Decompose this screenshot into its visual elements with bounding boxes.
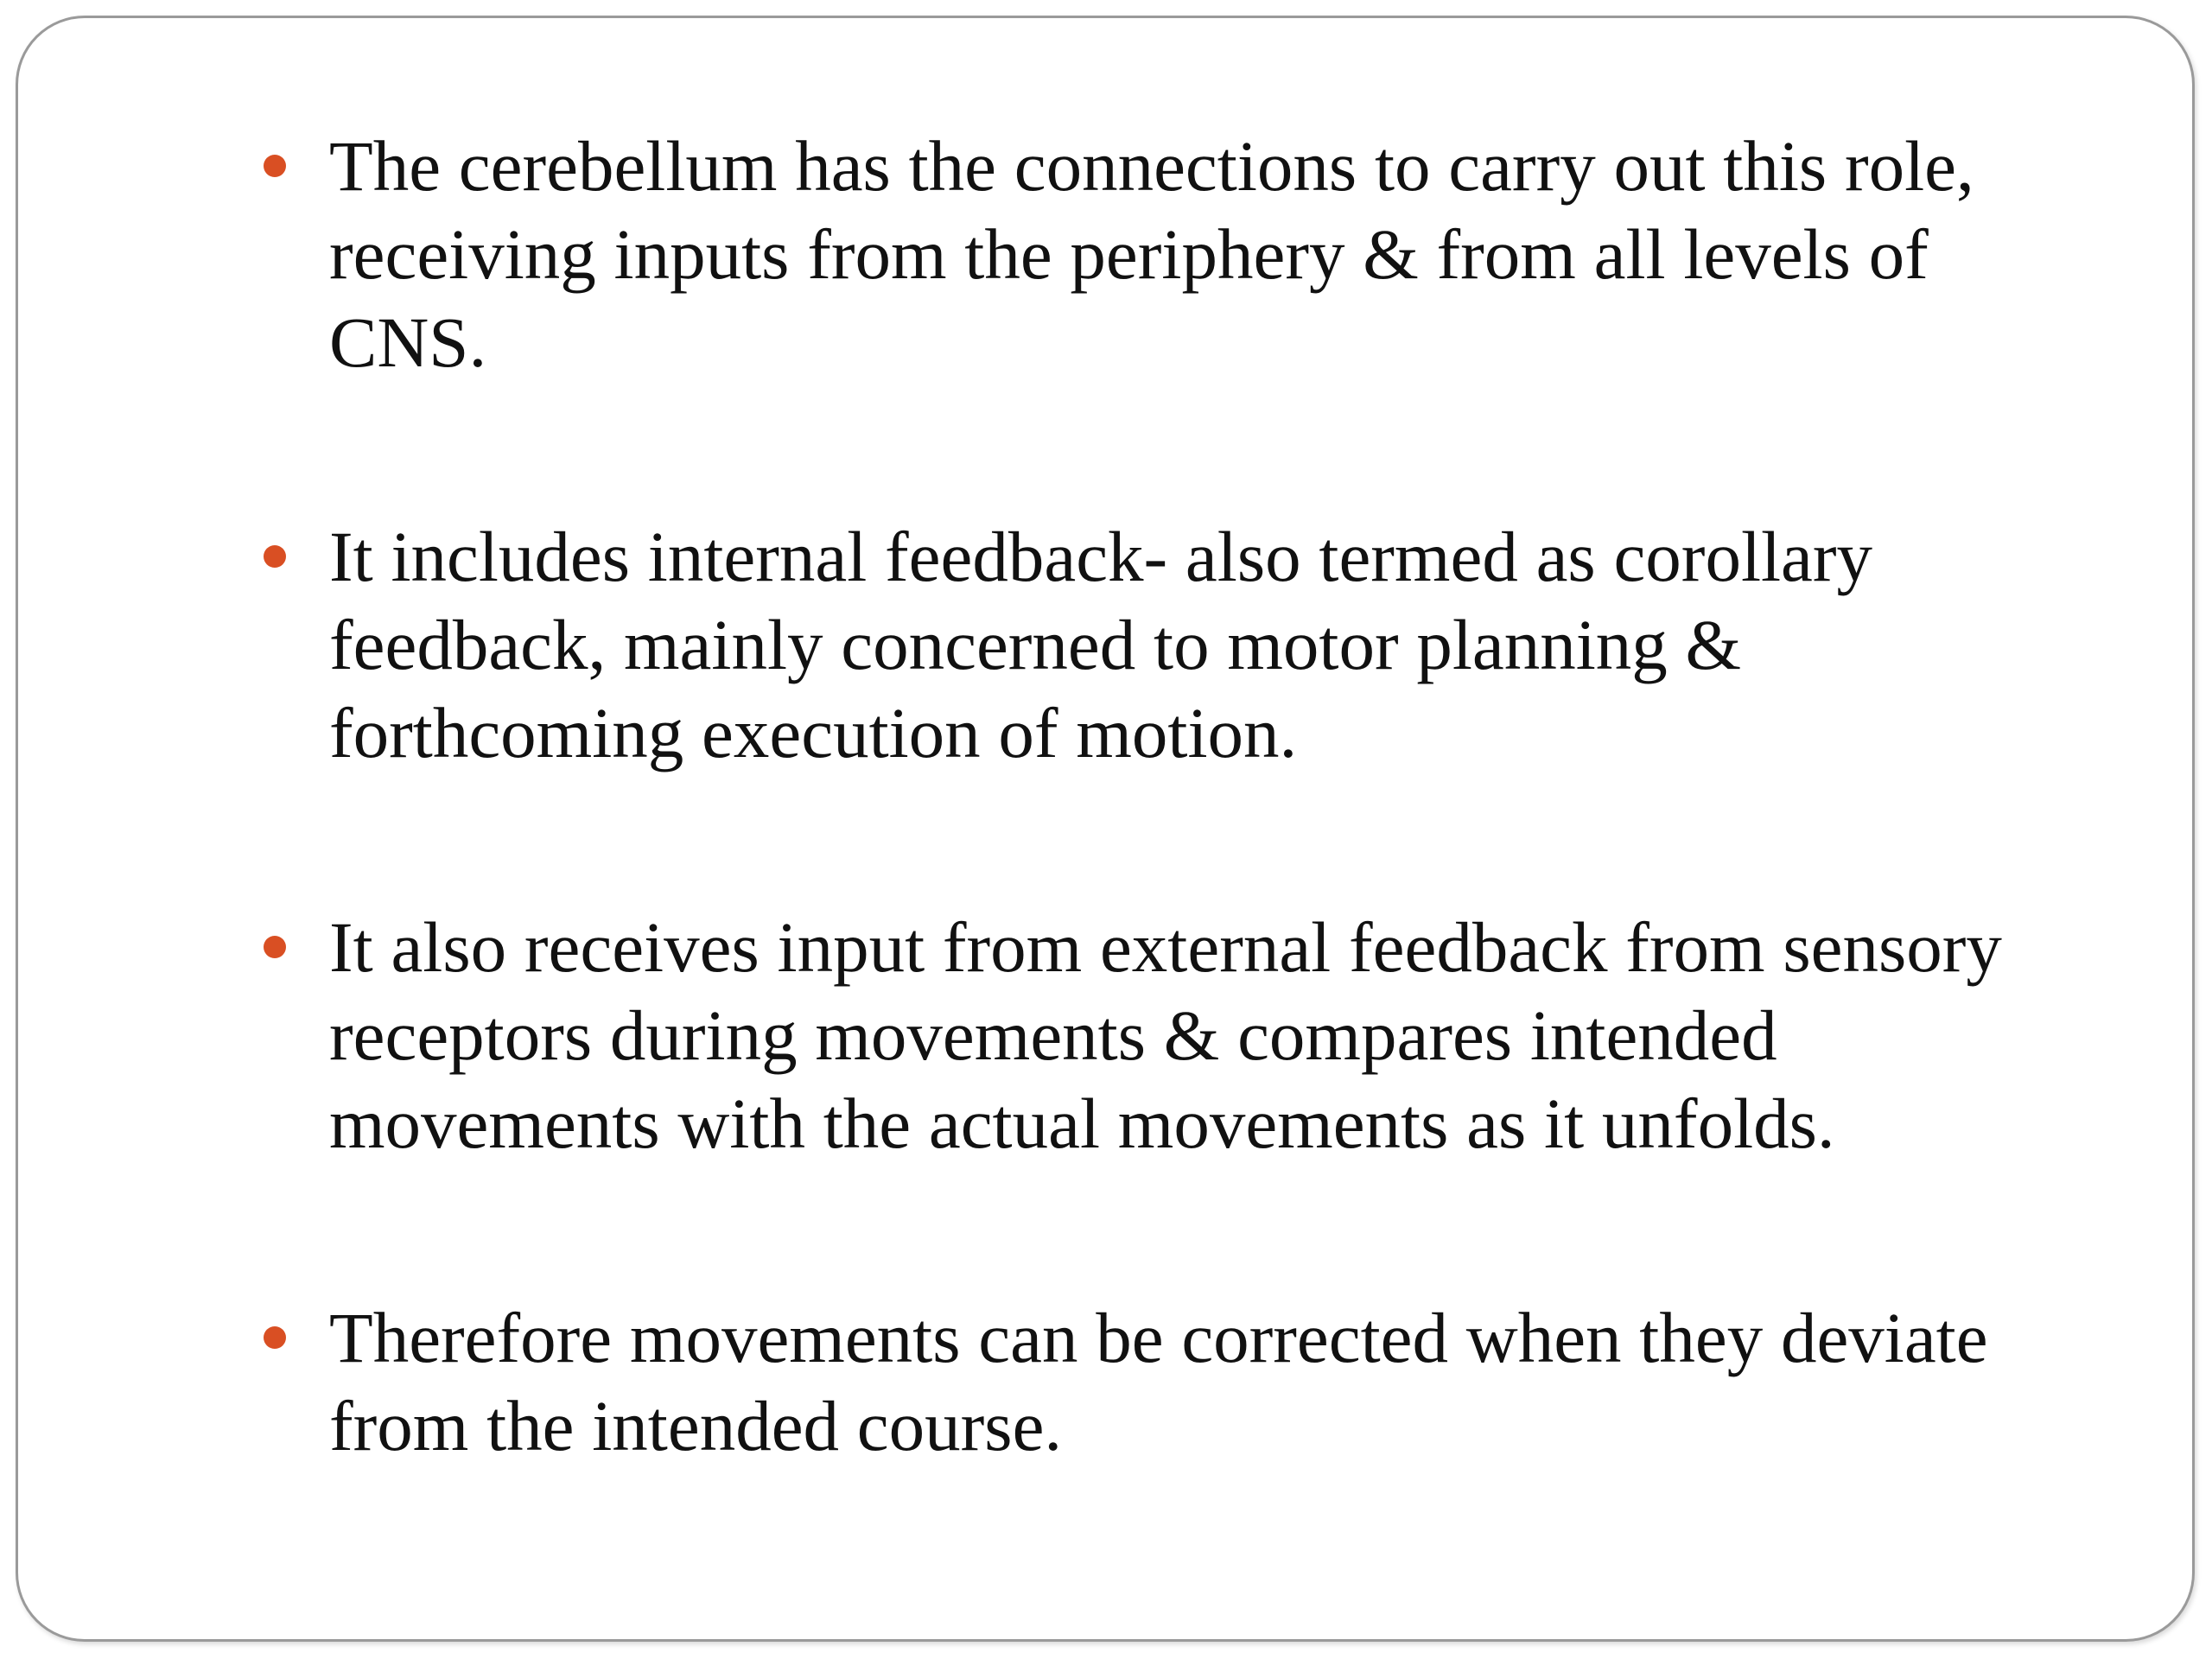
bullet-item xyxy=(250,122,2099,386)
bullet-dot-icon xyxy=(264,1326,286,1349)
bullet-dot-icon xyxy=(264,545,286,568)
bullet-text: Therefore movements can be corrected when they deviate from the intended course. xyxy=(329,1298,1988,1465)
bullet-text: It also receives input from external feedback from sensory receptors during movements & compares intended movements with the actual movements as it unfolds. xyxy=(329,907,2002,1163)
bullet-dot-icon xyxy=(264,155,286,177)
bullet-list xyxy=(250,122,2099,1470)
bullet-text: The cerebellum has the connections to carry out this role, receiving inputs from the periphery & from all levels of CNS. xyxy=(329,126,1974,382)
bullet-dot-icon xyxy=(264,936,286,958)
bullet-text: It includes internal feedback- also termed as corollary feedback, mainly concerned to motor planning & forthcoming execution of motion. xyxy=(329,517,1873,772)
bullet-item xyxy=(250,512,2099,777)
bullet-item xyxy=(250,903,2099,1167)
slide-frame xyxy=(16,16,2195,1642)
bullet-item xyxy=(250,1294,2099,1470)
